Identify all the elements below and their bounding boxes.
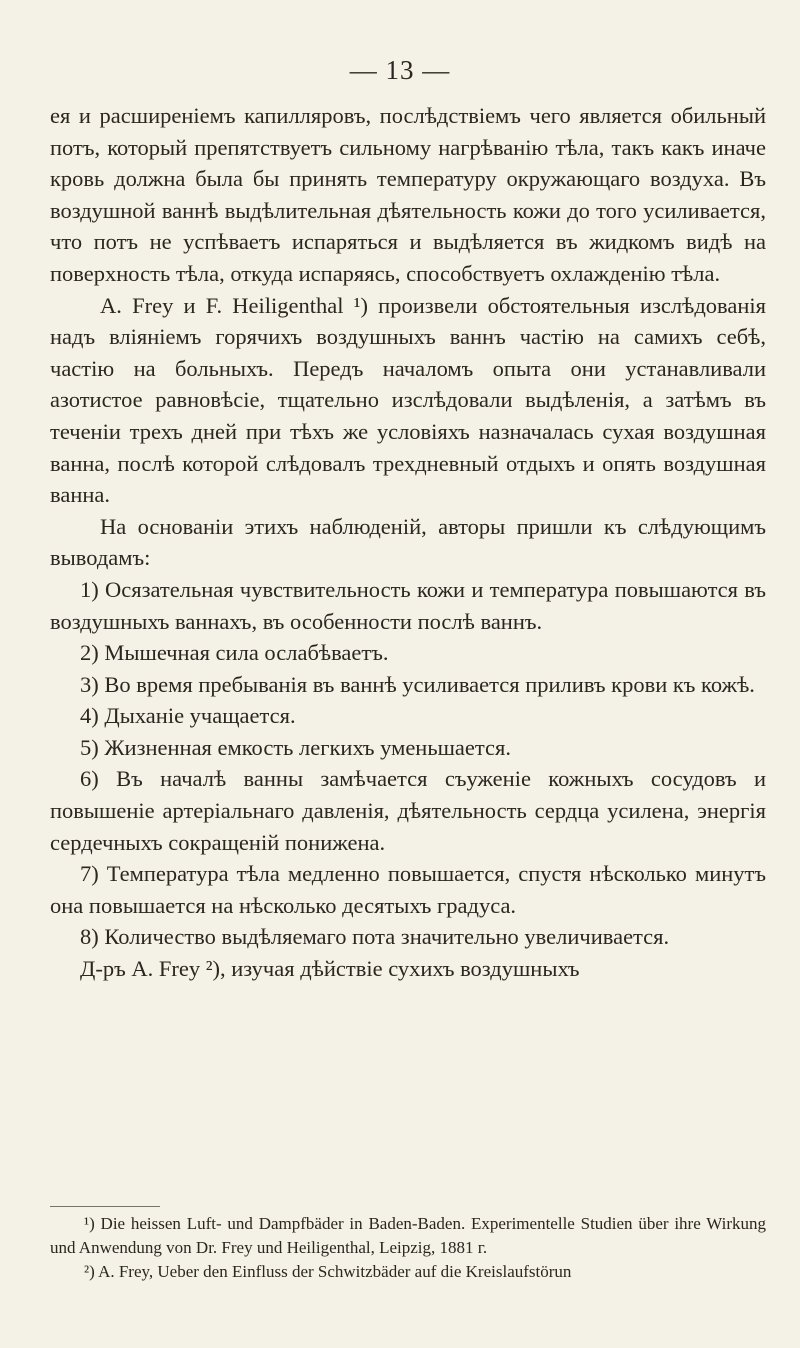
- conclusion-item: 8) Количество выдѣляемаго пота значительно увеличивается.: [80, 924, 670, 950]
- paragraph-frey-start: Д-ръ A. Frey ²), изучая дѣйствіе сухихъ воздушныхъ: [80, 956, 580, 982]
- paragraph-conclusions-intro: На основаніи этихъ наблюденій, авторы пришли къ слѣдующимъ выводамъ:: [50, 513, 766, 571]
- conclusion-item: 7) Температура тѣла медленно повышается, спустя нѣсколько минутъ она повышается на нѣсколько десятыхъ градуса.: [50, 861, 766, 918]
- paragraph-frey-heiligenthal: A. Frey и F. Heiligenthal ¹) произвели обстоятельныя изслѣдованія надъ вліяніемъ горячихъ воздушныхъ ваннъ частію на самихъ себѣ, частію на больныхъ. Передъ началомъ опыта они устанавливали азотистое равновѣсіе, тщательно изслѣдовали выдѣленія, а затѣмъ въ теченіи трехъ дней при тѣхъ же условіяхъ назначалась сухая воздушная ванна, послѣ которой слѣдовалъ трехдневный отдыхъ и опять воздушная ванна.: [50, 292, 766, 508]
- main-text: [50, 100, 766, 985]
- footnote-2: ²) A. Frey, Ueber den Einfluss der Schwitzbäder auf die Kreislaufstörun: [84, 1262, 572, 1281]
- page-number: — 13 —: [349, 55, 451, 85]
- footnote-1: ¹) Die heissen Luft- und Dampfbäder in Baden-Baden. Experimentelle Studien über ihre Wirkung und Anwendung von Dr. Frey und Heiligenthal, Leipzig, 1881 г.: [50, 1214, 766, 1257]
- footnotes: [50, 1212, 766, 1284]
- conclusion-item: 1) Осязательная чувствительность кожи и температура повышаются въ воздушныхъ ваннахъ, въ особенности послѣ ваннъ.: [50, 576, 766, 634]
- conclusion-item: 2) Мышечная сила ослабѣваетъ.: [80, 640, 389, 666]
- conclusion-item: 4) Дыханіе учащается.: [80, 703, 296, 729]
- conclusion-item: 3) Во время пребыванія въ ваннѣ усиливается приливъ крови къ кожѣ.: [80, 671, 755, 697]
- conclusion-item: 5) Жизненная емкость легкихъ уменьшается.: [80, 734, 511, 760]
- conclusion-item: 6) Въ началѣ ванны замѣчается съуженіе кожныхъ сосудовъ и повышеніе артеріальнаго давленія, дѣятельность сердца усилена, энергія сердечныхъ сокращеній понижена.: [50, 766, 766, 855]
- footnote-divider: [50, 1206, 160, 1207]
- paragraph-continuation: ея и расширеніемъ капилляровъ, послѣдствіемъ чего является обильный потъ, который препятствуетъ сильному нагрѣванію тѣла, такъ какъ иначе кровь должна была бы принять температуру окружающаго воздуха. Въ воздушной ваннѣ выдѣлительная дѣятельность кожи до того усиливается, что потъ не успѣваетъ испаряться и выдѣляется въ жидкомъ видѣ на поверхность тѣла, откуда испаряясь, способствуетъ охлажденію тѣла.: [50, 103, 766, 286]
